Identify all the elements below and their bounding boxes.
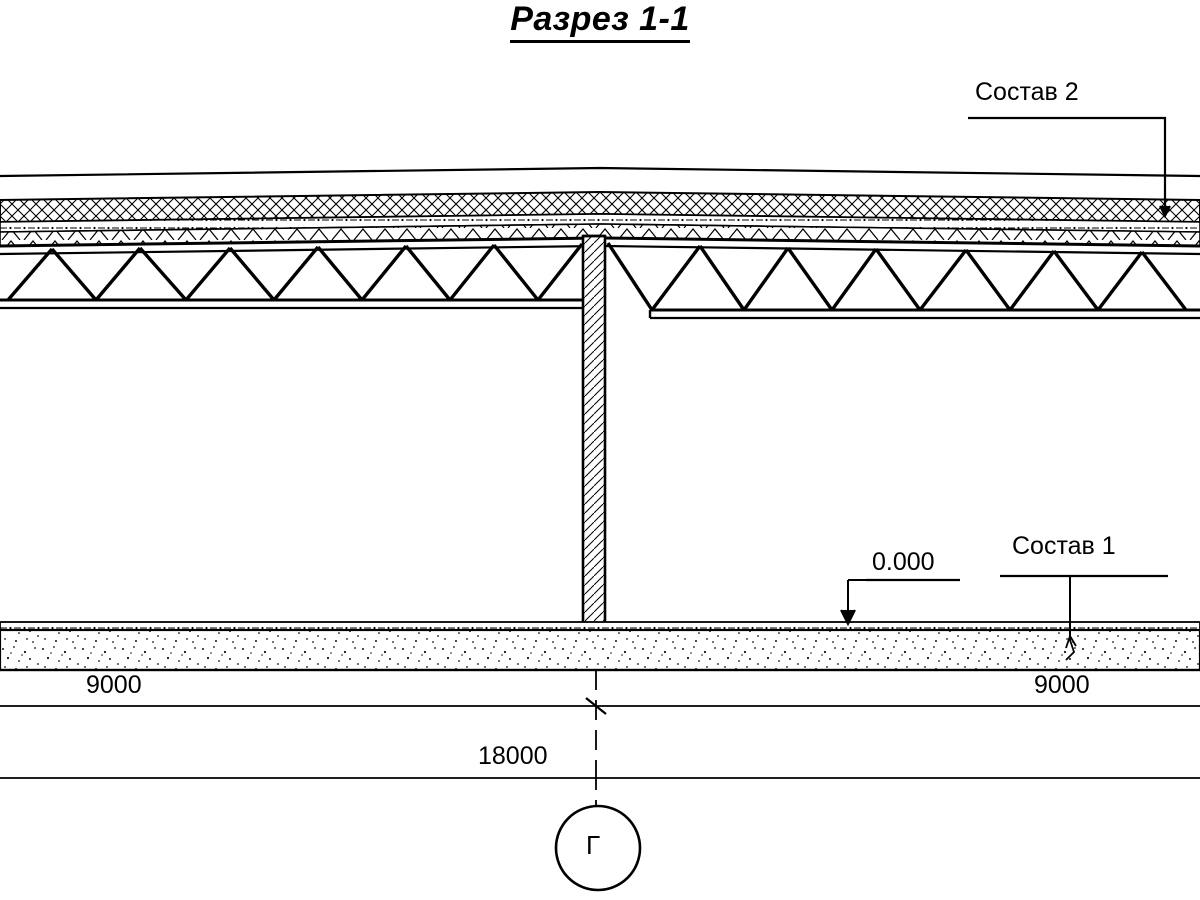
roof-build-up xyxy=(0,168,1200,246)
axis-label: Г xyxy=(586,830,601,860)
elevation-marker xyxy=(841,580,960,624)
elevation-label: 0.000 xyxy=(872,548,935,576)
page-title-text: Разрез 1-1 xyxy=(510,0,690,43)
callout-label-sostav2: Состав 2 xyxy=(975,78,1079,106)
dimension-lines xyxy=(0,670,1200,818)
dimension-label-left-bay: 9000 xyxy=(86,671,142,699)
callout-label-sostav1: Состав 1 xyxy=(1012,532,1116,560)
dimension-label-right-bay: 9000 xyxy=(1034,671,1090,699)
floor-build-up xyxy=(0,622,1200,670)
central-column xyxy=(580,236,614,664)
truss-left xyxy=(0,238,598,308)
truss-right xyxy=(604,238,1200,318)
dimension-label-total: 18000 xyxy=(478,742,548,770)
